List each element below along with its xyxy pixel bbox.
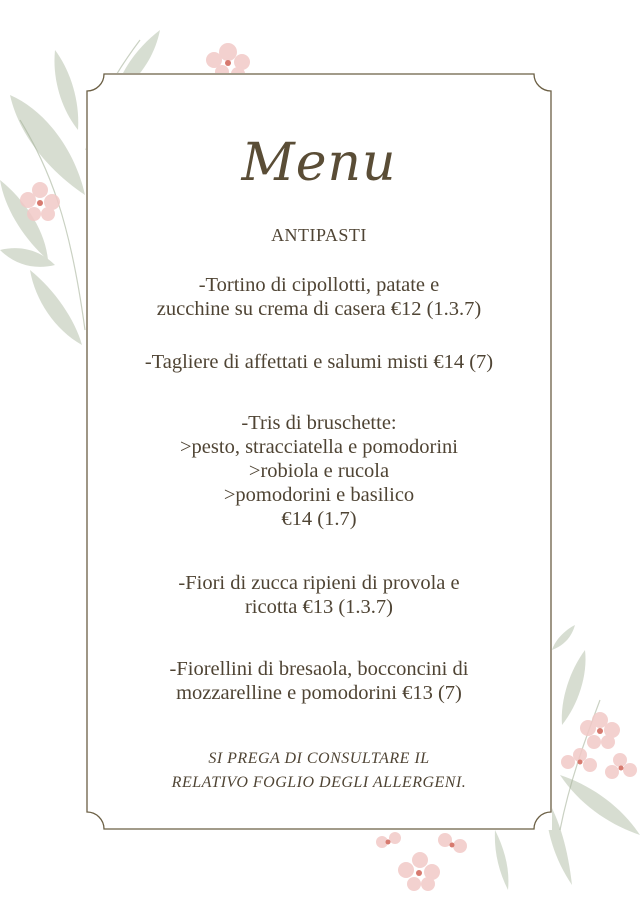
menu-title: Menu bbox=[241, 133, 397, 193]
menu-item-line: mozzarelline e pomodorini €13 (7) bbox=[176, 682, 462, 704]
allergen-note bbox=[86, 747, 552, 795]
menu-item-line: >robiola e rucola bbox=[248, 460, 390, 482]
section-heading: ANTIPASTI bbox=[271, 225, 367, 245]
menu-item-line: zucchine su crema di casera €12 (1.3.7) bbox=[156, 298, 482, 320]
menu-item bbox=[66, 657, 572, 705]
menu-item-line: -Fiorellini di bresaola, bocconcini di bbox=[169, 658, 469, 680]
menu-item-line: -Tagliere di affettati e salumi misti €14 (7) bbox=[144, 351, 494, 373]
menu-item-line: >pomodorini e basilico bbox=[223, 484, 415, 506]
menu-item-line: >pesto, stracciatella e pomodorini bbox=[180, 436, 458, 458]
menu-item bbox=[66, 571, 572, 619]
menu-item bbox=[66, 273, 572, 321]
allergen-note-line: RELATIVO FOGLIO DEGLI ALLERGENI. bbox=[171, 774, 467, 791]
menu-item bbox=[66, 350, 572, 374]
menu-item-line: -Fiori di zucca ripieni di provola e bbox=[178, 572, 460, 594]
menu-content bbox=[86, 73, 552, 830]
menu-item-line: ricotta €13 (1.3.7) bbox=[244, 596, 393, 618]
allergen-note-line: SI PREGA DI CONSULTARE IL bbox=[208, 750, 430, 767]
menu-item-line: €14 (1.7) bbox=[281, 508, 357, 530]
menu-item-line: -Tortino di cipollotti, patate e bbox=[198, 274, 440, 296]
menu-card bbox=[86, 73, 552, 830]
menu-item-line: -Tris di bruschette: bbox=[241, 412, 397, 434]
menu-item bbox=[66, 411, 572, 531]
